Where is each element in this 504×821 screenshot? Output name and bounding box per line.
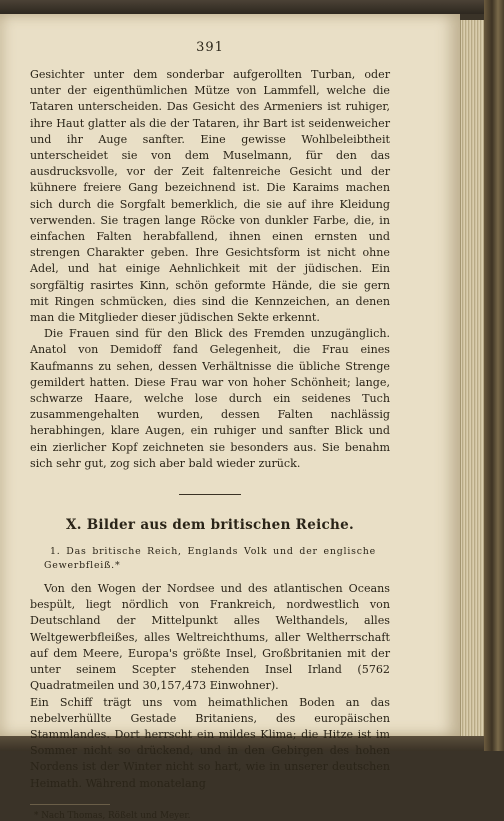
page-content (30, 40, 390, 821)
paragraph-armenians-karaims: Gesichter unter dem sonderbar aufgerollten Turban, oder unter der eigenthümlichen Mütze von Lammfell, welche die Tataren unterscheiden. Das Gesicht des Armeniers ist ruhiger, ihre Haut glatter als die der Tataren, ihr Bart ist seidenweicher und ihr Auge sanfter. Eine gewisse Wohlbeleibtheit unterscheidet sie von dem Muselmann, für den das ausdrucksvolle, vor der Zeit faltenreiche Gesicht und der kühnere freiere Gang bezeichnend ist. Die Karaims machen sich durch die Sorgfalt bemerklich, die sie auf ihre Kleidung verwenden. Sie tragen lange Röcke von dunkler Farbe, die, in einfachen Falten herabfallend, ihnen einen ernsten und strengen Charakter geben. Ihre Gesichtsform ist nicht ohne Adel, und hat einige Aehnlichkeit mit der jüdischen. Ein sorgfältig rasirtes Kinn, schön geformte Hände, die sie gern mit Ringen schmücken, dies sind die Kennzeichen, an denen man die Mitglieder dieser jüdischen Sekte erkennt. (30, 68, 390, 325)
section-heading: X. Bilder aus dem britischen Reiche. (65, 517, 355, 534)
book-cover-top-edge (0, 0, 504, 14)
subsection-heading: 1. Das britische Reich, Englands Volk und der englische Gewerbfleiß.* (44, 546, 376, 572)
paragraph-british-isles: Von den Wogen der Nordsee und des atlantischen Oceans bespült, liegt nördlich von Frankreich, nordwestlich von Deutschland der Mittelpunkt alles Welthandels, alles Weltgewerbfleißes, alles Weltreichthums, aller Weltherrschaft auf dem Meere, Europa's größte Insel, Großbritanien mit der unter seinem Scepter stehenden Insel Irland (5762 Quadratmeilen und 30,157,473 Einwohner). (30, 582, 390, 693)
page-edges (460, 20, 485, 736)
page-number: 391 (196, 40, 224, 55)
footnote-rule (30, 804, 110, 805)
paragraph-women: Die Frauen sind für den Blick des Fremden unzugänglich. Anatol von Demidoff fand Gelegenheit, die Frau eines Kaufmanns zu sehen, dessen Verhältnisse die übliche Strenge gemildert hatten. Diese Frau war von hoher Schönheit; lange, schwarze Haare, welche lose durch ein seidenes Tuch zusammengehalten wurden, dessen Falten nachlässig herabhingen, klare Augen, ein ruhiger und sanfter Blick und ein zierlicher Kopf zeichneten sie besonders aus. Sie benahm sich sehr gut, zog sich aber bald wieder zurück. (30, 327, 390, 470)
paragraph-climate: Ein Schiff trägt uns vom heimathlichen Boden an das nebelverhüllte Gestade Britaniens, des europäischen Stammlandes. Dort herrscht ein mildes Klima; die Hitze ist im Sommer nicht so drückend, und in den Gebirgen des hohen Nordens ist der Winter nicht so hart, wie in unserer deutschen Heimath. Während monatelang (30, 695, 390, 790)
footnote: * Nach Thomas, Rößelt und Meyer. (34, 810, 191, 821)
book-spine-edge (484, 0, 504, 751)
section-divider (179, 494, 241, 495)
